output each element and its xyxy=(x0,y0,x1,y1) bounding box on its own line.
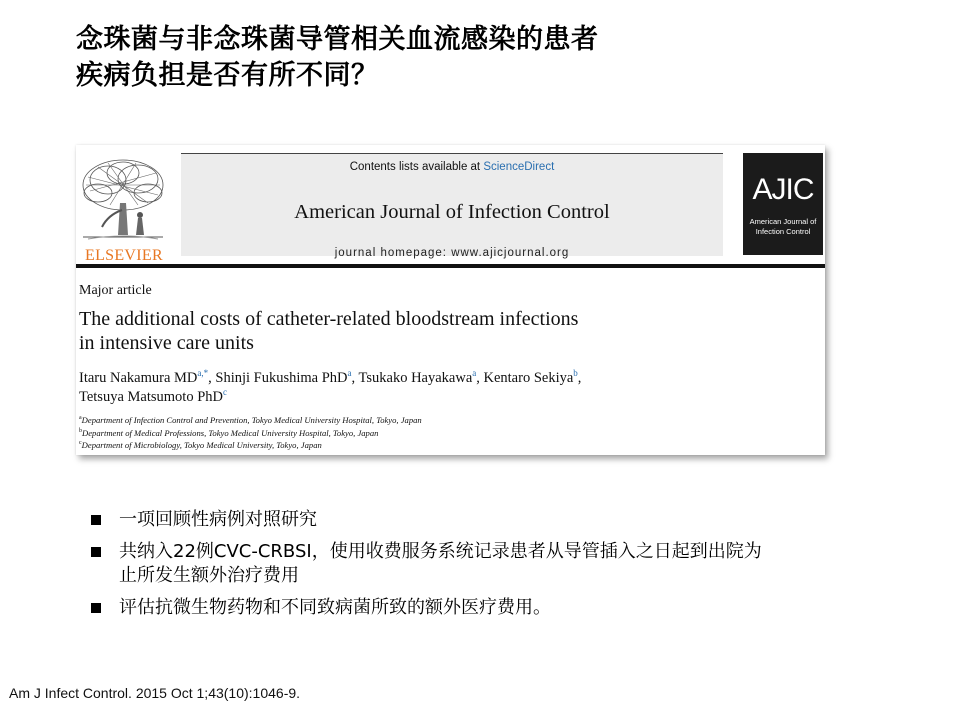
author-affiliation-mark: b xyxy=(573,368,578,379)
bullet-text: 评估抗微生物药物和不同致病菌所致的额外医疗费用。 xyxy=(119,597,551,618)
author-name: Itaru Nakamura MD xyxy=(79,370,198,386)
bullet-list xyxy=(88,508,908,628)
bullet-text-continued: 止所发生额外治疗费用 xyxy=(119,565,299,586)
affiliation-item xyxy=(79,439,779,452)
author-affiliation-mark: a xyxy=(472,368,477,379)
author-separator: , xyxy=(351,370,359,386)
bullet-text: 一项回顾性病例对照研究 xyxy=(119,509,317,530)
affiliation-mark: a xyxy=(79,415,82,422)
author-list xyxy=(79,369,779,407)
affiliation-item xyxy=(79,414,779,427)
citation: Am J Infect Control. 2015 Oct 1;43(10):1046-9. xyxy=(9,685,301,701)
slide-title-line-2: 疾病负担是否有所不同？ xyxy=(76,60,379,91)
author-name: Kentaro Sekiya xyxy=(483,370,574,386)
sciencedirect-link[interactable]: ScienceDirect xyxy=(483,161,555,173)
ajic-full-name: American Journal of Infection Control xyxy=(749,217,817,236)
slide-title xyxy=(76,22,896,94)
contents-prefix: Contents lists available at xyxy=(349,161,484,173)
affiliation-mark: b xyxy=(79,427,82,434)
article-screenshot xyxy=(76,145,825,455)
author-affiliation-mark: c xyxy=(222,387,227,398)
affiliation-text: Department of Medical Professions, Tokyo Medical University Hospital, Tokyo, Japan xyxy=(82,427,379,438)
bullet-item xyxy=(88,508,908,532)
elsevier-wordmark: ELSEVIER xyxy=(85,247,163,264)
affiliation-text: Department of Infection Control and Prevention, Tokyo Medical University Hospital, Tokyo, Japan xyxy=(81,415,422,425)
affiliation-item xyxy=(79,427,779,440)
author-affiliation-mark: a,* xyxy=(197,368,209,379)
journal-name: American Journal of Infection Control xyxy=(294,201,610,223)
article-title-line-1: The additional costs of catheter-related bloodstream infections xyxy=(79,308,579,330)
author-line-1 xyxy=(79,369,779,388)
author-name: Tsukako Hayakawa xyxy=(358,370,473,386)
author-line-2 xyxy=(79,388,779,407)
article-type: Major article xyxy=(79,283,152,298)
square-bullet-icon xyxy=(91,547,101,557)
ajic-abbrev: AJIC xyxy=(752,173,814,206)
elsevier-tree-logo xyxy=(78,155,168,264)
article-title xyxy=(79,307,779,355)
elsevier-tree-icon xyxy=(78,155,168,247)
affiliation-text: Department of Microbiology, Tokyo Medical University, Tokyo, Japan xyxy=(81,440,322,450)
journal-homepage[interactable]: journal homepage: www.ajicjournal.org xyxy=(334,247,570,259)
square-bullet-icon xyxy=(91,515,101,525)
affiliation-mark: c xyxy=(79,440,82,447)
contents-line xyxy=(181,161,723,173)
header-divider xyxy=(76,264,825,268)
article-title-line-2: in intensive care units xyxy=(79,332,254,354)
author-affiliation-mark: a xyxy=(347,368,352,379)
author-separator: , xyxy=(476,370,484,386)
slide-title-line-1: 念珠菌与非念珠菌导管相关血流感染的患者 xyxy=(76,24,599,55)
ajic-cover xyxy=(743,153,823,255)
author-separator: , xyxy=(577,370,582,386)
bullet-item xyxy=(88,540,908,588)
author-name: Tetsuya Matsumoto PhD xyxy=(79,389,223,405)
author-separator: , xyxy=(208,370,216,386)
author-name: Shinji Fukushima PhD xyxy=(215,370,348,386)
square-bullet-icon xyxy=(91,603,101,613)
affiliation-list xyxy=(79,414,779,452)
journal-banner xyxy=(181,153,723,259)
bullet-text: 共纳入22例CVC-CRBSI，使用收费服务系统记录患者从导管插入之日起到出院为 xyxy=(119,541,762,562)
bullet-item xyxy=(88,596,908,620)
